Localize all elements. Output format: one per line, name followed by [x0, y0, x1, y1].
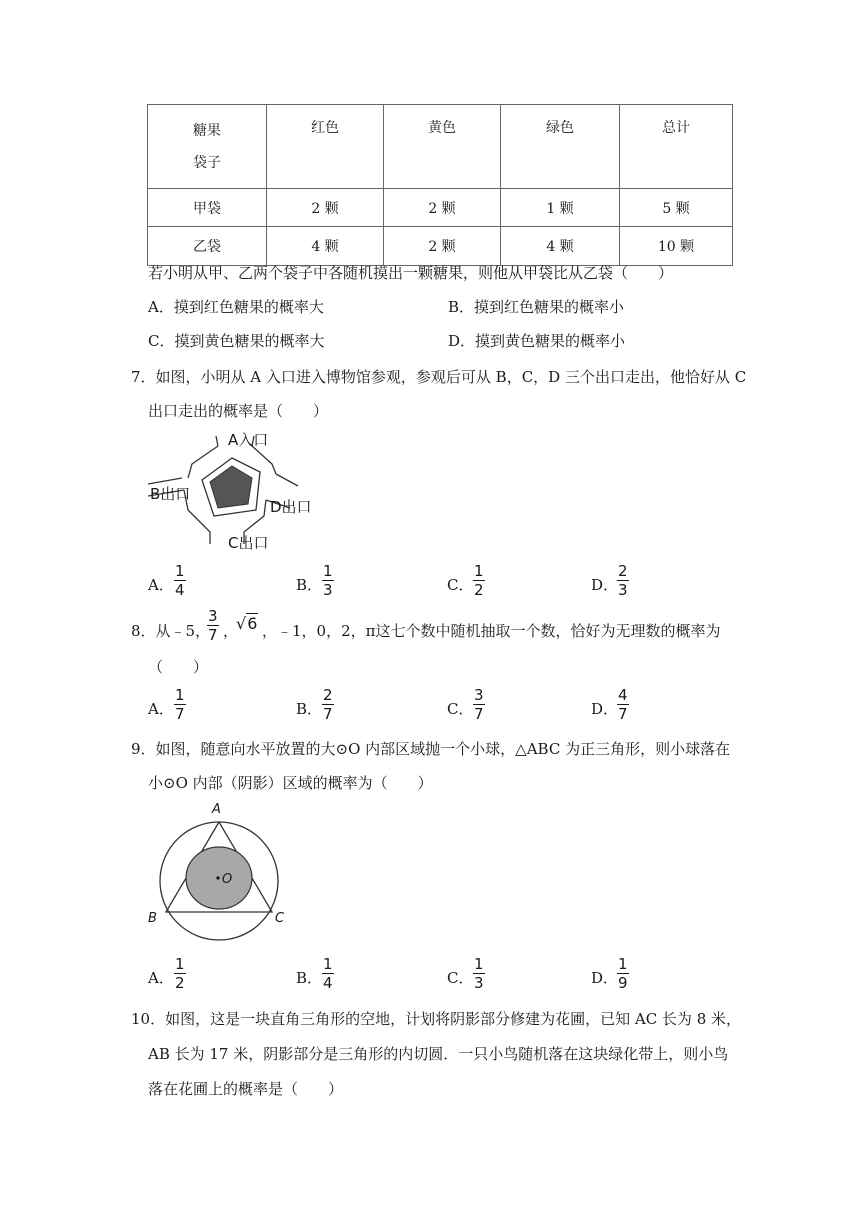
q9-option-b-letter: B． — [296, 969, 323, 987]
label-c: C — [275, 911, 285, 926]
numerator: 1 — [323, 955, 333, 973]
denominator: 7 — [323, 705, 333, 723]
q7-option-d-fraction — [616, 563, 630, 598]
q8-prefix: 8．从﹣5， — [131, 622, 211, 640]
q6-stem: 若小明从甲、乙两个袋子中各随机摸出一颗糖果，则他从甲袋比从乙袋（ ） — [148, 264, 674, 282]
q9-option-a-letter: A． — [148, 969, 174, 987]
row-label: 甲袋 — [148, 189, 267, 227]
q8-option-a-fraction — [173, 687, 187, 722]
table-row — [148, 189, 733, 227]
numerator: 1 — [175, 686, 185, 704]
label-d-exit: D出口 — [270, 498, 312, 516]
label-c-exit: C出口 — [228, 534, 269, 552]
numerator: 2 — [618, 562, 628, 580]
table-cell: 2 颗 — [384, 227, 501, 266]
q8-line-2: （ ） — [148, 658, 209, 676]
q7-option-a-letter: A． — [148, 576, 174, 594]
q7-option-c-fraction — [472, 563, 486, 598]
q7-option-b-letter: B． — [296, 576, 323, 594]
header-red: 红色 — [267, 105, 384, 189]
q7-line-1: 7．如图，小明从 A 入口进入博物馆参观，参观后可从 B，C，D 三个出口走出，他恰好从 C — [131, 368, 747, 386]
q8-fraction — [206, 608, 220, 643]
label-a: A — [212, 802, 221, 817]
center-point — [216, 876, 219, 879]
q8-comma: ， — [223, 622, 239, 640]
header-total: 总计 — [620, 105, 733, 189]
table-cell: 4 颗 — [267, 227, 384, 266]
denominator: 3 — [474, 974, 484, 992]
q9-line-2: 小⊙O 内部（阴影）区域的概率为（ ） — [148, 774, 433, 792]
q8-option-a-letter: A． — [148, 700, 174, 718]
q8-suffix: ，﹣1，0，2，π这七个数中随机抽取一个数，恰好为无理数的概率为 — [262, 622, 721, 640]
denominator: 4 — [323, 974, 333, 992]
numerator: 2 — [323, 686, 333, 704]
q6-option-b: B．摸到红色糖果的概率小 — [448, 298, 625, 316]
q8-option-d-letter: D． — [591, 700, 619, 718]
q6-option-d: D．摸到黄色糖果的概率小 — [448, 332, 626, 350]
q9-option-c-fraction — [472, 956, 486, 991]
label-o: O — [222, 872, 233, 887]
q9-line-1: 9．如图，随意向水平放置的大⊙O 内部区域抛一个小球，△ABC 为正三角形，则小球落在 — [131, 740, 731, 758]
q10-line-3: 落在花圃上的概率是（ ） — [148, 1080, 344, 1098]
table-cell: 5 颗 — [620, 189, 733, 227]
numerator: 1 — [323, 562, 333, 580]
candy-table — [147, 104, 733, 266]
numerator: 3 — [208, 607, 218, 625]
label-b-exit: B出口 — [150, 485, 191, 503]
header-yellow: 黄色 — [384, 105, 501, 189]
q10-line-2: AB 长为 17 米，阴影部分是三角形的内切圆．一只小鸟随机落在这块绿化带上，则小鸟 — [148, 1045, 729, 1063]
header-green: 绿色 — [501, 105, 620, 189]
numerator: 4 — [618, 686, 628, 704]
denominator: 7 — [474, 705, 484, 723]
numerator: 1 — [618, 955, 628, 973]
q8-option-d-fraction — [616, 687, 630, 722]
q9-option-d-letter: D． — [591, 969, 619, 987]
corner-top-label: 糖果 — [193, 122, 221, 139]
denominator: 9 — [618, 974, 628, 992]
label-a-entrance: A入口 — [228, 431, 269, 449]
q9-option-d-fraction — [616, 956, 630, 991]
denominator: 7 — [208, 626, 218, 644]
denominator: 2 — [175, 974, 185, 992]
table-cell: 2 颗 — [384, 189, 501, 227]
table-row — [148, 227, 733, 266]
row-label: 乙袋 — [148, 227, 267, 266]
table-cell: 2 颗 — [267, 189, 384, 227]
q6-option-c: C．摸到黄色糖果的概率大 — [148, 332, 325, 350]
q7-option-b-fraction — [321, 563, 335, 598]
sqrt-icon: √ — [236, 614, 247, 633]
q9-option-c-letter: C． — [447, 969, 474, 987]
numerator: 1 — [175, 562, 185, 580]
denominator: 2 — [474, 581, 484, 599]
q8-option-c-fraction — [472, 687, 486, 722]
q8-option-b-letter: B． — [296, 700, 323, 718]
numerator: 3 — [474, 686, 484, 704]
denominator: 3 — [618, 581, 628, 599]
denominator: 4 — [175, 581, 185, 599]
corner-bottom-label: 袋子 — [193, 154, 221, 171]
denominator: 7 — [618, 705, 628, 723]
table-cell: 1 颗 — [501, 189, 620, 227]
q8-option-c-letter: C． — [447, 700, 474, 718]
denominator: 3 — [323, 581, 333, 599]
q7-option-a-fraction — [173, 563, 187, 598]
q7-line-2: 出口走出的概率是（ ） — [148, 402, 329, 420]
table-cell: 10 颗 — [620, 227, 733, 266]
q7-option-c-letter: C． — [447, 576, 474, 594]
q7-option-d-letter: D． — [591, 576, 619, 594]
q6-option-a: A．摸到红色糖果的概率大 — [148, 298, 324, 316]
label-b: B — [148, 911, 157, 926]
denominator: 7 — [175, 705, 185, 723]
q10-line-1: 10．如图，这是一块直角三角形的空地，计划将阴影部分修建为花圃，已知 AC 长为 8 米， — [131, 1010, 742, 1028]
sqrt-radicand: 6 — [247, 614, 258, 633]
numerator: 1 — [474, 562, 484, 580]
q9-option-b-fraction — [321, 956, 335, 991]
table-cell: 4 颗 — [501, 227, 620, 266]
museum-figure — [148, 428, 328, 554]
q8-option-b-fraction — [321, 687, 335, 722]
table-header-row — [148, 105, 733, 189]
q8-sqrt — [236, 614, 258, 633]
numerator: 1 — [175, 955, 185, 973]
q9-option-a-fraction — [173, 956, 187, 991]
circle-triangle-figure — [146, 798, 296, 944]
numerator: 1 — [474, 955, 484, 973]
table-corner-cell — [148, 105, 267, 189]
